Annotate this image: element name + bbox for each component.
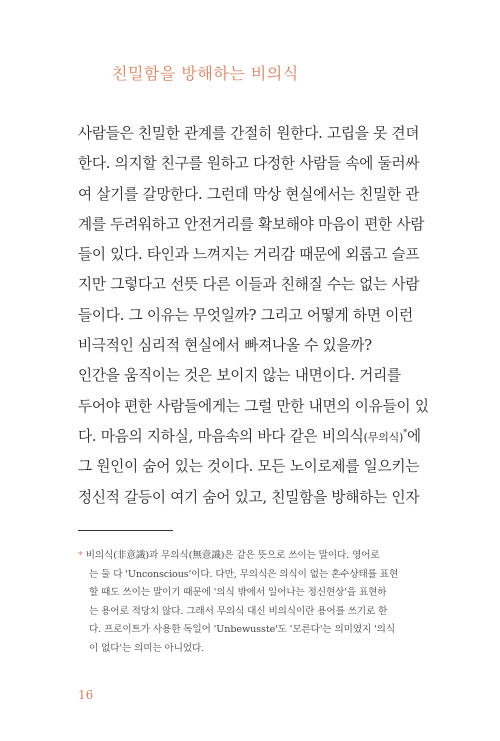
- body-line: 두어야 편한 사람들에게는 그럴 만한 내면의 이유들이 있: [78, 397, 429, 415]
- body-line: 비극적인 심리적 현실에서 빠져나올 수 있을까?: [78, 337, 372, 355]
- inline-note: (무의식): [363, 430, 404, 444]
- body-line: 한다. 의지할 친구를 원하고 다정한 사람들 속에 둘러싸: [78, 155, 420, 173]
- body-line: 계를 두려워하고 안전거리를 확보해야 마음이 편한 사람: [78, 215, 425, 233]
- footnote-line: [78, 547, 418, 566]
- body-line: 인간을 움직이는 것은 보이지 않는 내면이다. 거리를: [78, 367, 401, 385]
- footnote: [78, 547, 418, 659]
- footnote-line: 는 용어로 적당치 않다. 그래서 무의식 대신 비의식이란 용어를 쓰기로 한: [89, 605, 388, 617]
- chapter-title: 친밀함을 방해하는 비의식: [112, 64, 299, 83]
- body-line-with-note: [78, 422, 421, 452]
- footnote-divider: [78, 530, 173, 531]
- footnote-line-text: 비의식(非意識)과 무의식(無意識)은 같은 뜻으로 쓰이는 말이다. 영어로: [85, 550, 380, 561]
- body-line: 그 원인이 숨어 있는 것이다. 모든 노이로제를 일으키는: [78, 458, 420, 476]
- body-line-text-after: 에: [406, 427, 421, 445]
- footnote-line: 할 때도 쓰이는 말이기 때문에 '의식 밖에서 일어나는 정신현상'을 표현하: [89, 587, 387, 599]
- footnote-marker: *: [78, 550, 83, 561]
- body-text: [78, 119, 429, 513]
- page-number: 16: [78, 688, 94, 702]
- footnote-line: 다. 프로이트가 사용한 독일어 'Unbewusste'도 '모른다'는 의미였지 '의식: [89, 624, 395, 636]
- body-line: 들이다. 그 이유는 무엇일까? 그리고 어떻게 하면 이런: [78, 306, 413, 324]
- footnote-line: 이 없다'는 의미는 아니었다.: [89, 642, 205, 654]
- body-line: 사람들은 친밀한 관계를 간절히 원한다. 고립을 못 견뎌: [78, 125, 420, 142]
- body-line: 들이 있다. 타인과 느껴지는 거리감 때문에 외롭고 슬프: [78, 246, 420, 264]
- body-line: 여 살기를 갈망한다. 그런데 막상 현실에서는 친밀한 관: [78, 185, 420, 203]
- body-line: 지만 그렇다고 선뜻 다른 이들과 친해질 수는 없는 사람: [78, 276, 420, 294]
- footnote-reference: *: [403, 428, 407, 438]
- body-line: 정신적 갈등이 여기 숨어 있고, 친밀함을 방해하는 인자: [78, 488, 420, 506]
- body-line-text: 다. 마음의 지하실, 마음속의 바다 같은 비의식: [78, 427, 364, 445]
- footnote-line: 는 둘 다 'Unconscious'이다. 다만, 무의식은 의식이 없는 혼수상태를 표현: [89, 568, 399, 580]
